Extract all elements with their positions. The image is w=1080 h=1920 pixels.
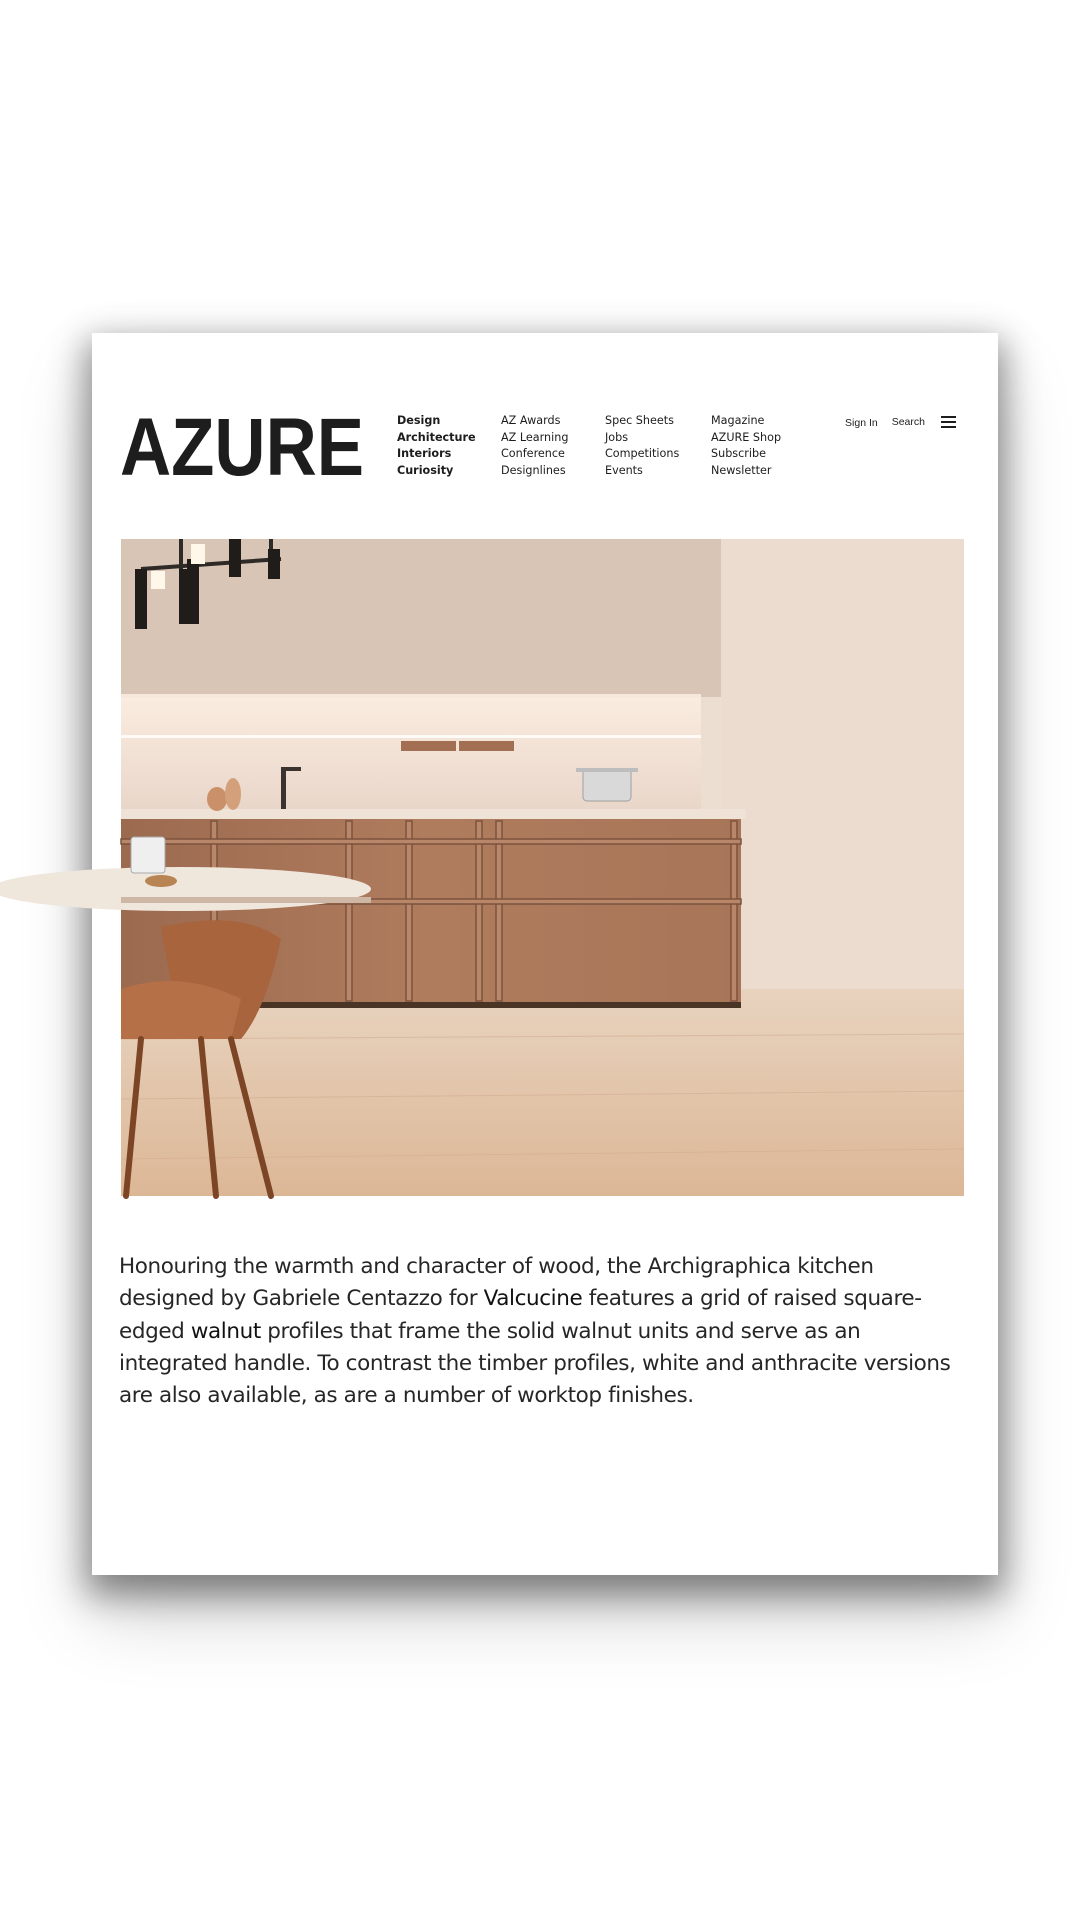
search-link[interactable]: Search bbox=[891, 415, 925, 428]
article-text-1: Honouring the warmth and character of wood, the Archigraphica kitchen designed by Gabriele Centazzo for bbox=[119, 1254, 874, 1312]
article-text-3: profiles that frame the solid walnut units and serve as an integrated handle. To contrast the timber profiles, white and anthracite versions are also available, as are a number of worktop finishes. bbox=[119, 1318, 951, 1409]
nav-az-awards[interactable]: AZ Awards bbox=[501, 414, 561, 427]
nav-competitions[interactable]: Competitions bbox=[605, 447, 680, 461]
article-card bbox=[92, 333, 998, 1575]
svg-text:AZURE: AZURE bbox=[120, 402, 364, 493]
nav-publications bbox=[711, 413, 781, 479]
nav-events[interactable]: Events bbox=[605, 463, 643, 477]
nav-architecture[interactable]: Architecture bbox=[397, 430, 476, 444]
hero-image bbox=[121, 539, 964, 1196]
nav-design[interactable]: Design bbox=[397, 414, 441, 427]
nav-conference[interactable]: Conference bbox=[501, 447, 565, 461]
utility-bar bbox=[845, 414, 956, 429]
nav-interiors[interactable]: Interiors bbox=[397, 447, 452, 461]
nav-azure-shop[interactable]: AZURE Shop bbox=[711, 430, 782, 444]
nav-az-learning[interactable]: AZ Learning bbox=[501, 430, 569, 444]
hamburger-icon[interactable] bbox=[941, 416, 956, 428]
article-text-2: features a grid of raised square-edged bbox=[119, 1286, 922, 1344]
nav-newsletter[interactable]: Newsletter bbox=[711, 463, 772, 477]
article-body bbox=[119, 1251, 969, 1412]
nav-primary bbox=[397, 413, 476, 479]
nav-curiosity[interactable]: Curiosity bbox=[397, 463, 454, 477]
nav-jobs[interactable]: Jobs bbox=[605, 430, 629, 444]
kitchen-photo bbox=[121, 539, 964, 1196]
nav-designlines[interactable]: Designlines bbox=[501, 463, 566, 477]
azure-logo[interactable] bbox=[120, 402, 364, 493]
nav-resources bbox=[605, 413, 679, 479]
sign-in-link[interactable]: Sign In bbox=[845, 417, 878, 429]
nav-az bbox=[501, 413, 568, 479]
walnut-link[interactable]: walnut bbox=[190, 1318, 261, 1344]
nav-subscribe[interactable]: Subscribe bbox=[711, 447, 766, 461]
valcucine-link[interactable]: Valcucine bbox=[483, 1286, 583, 1312]
nav-spec-sheets[interactable]: Spec Sheets bbox=[605, 414, 674, 427]
nav-magazine[interactable]: Magazine bbox=[711, 414, 765, 427]
